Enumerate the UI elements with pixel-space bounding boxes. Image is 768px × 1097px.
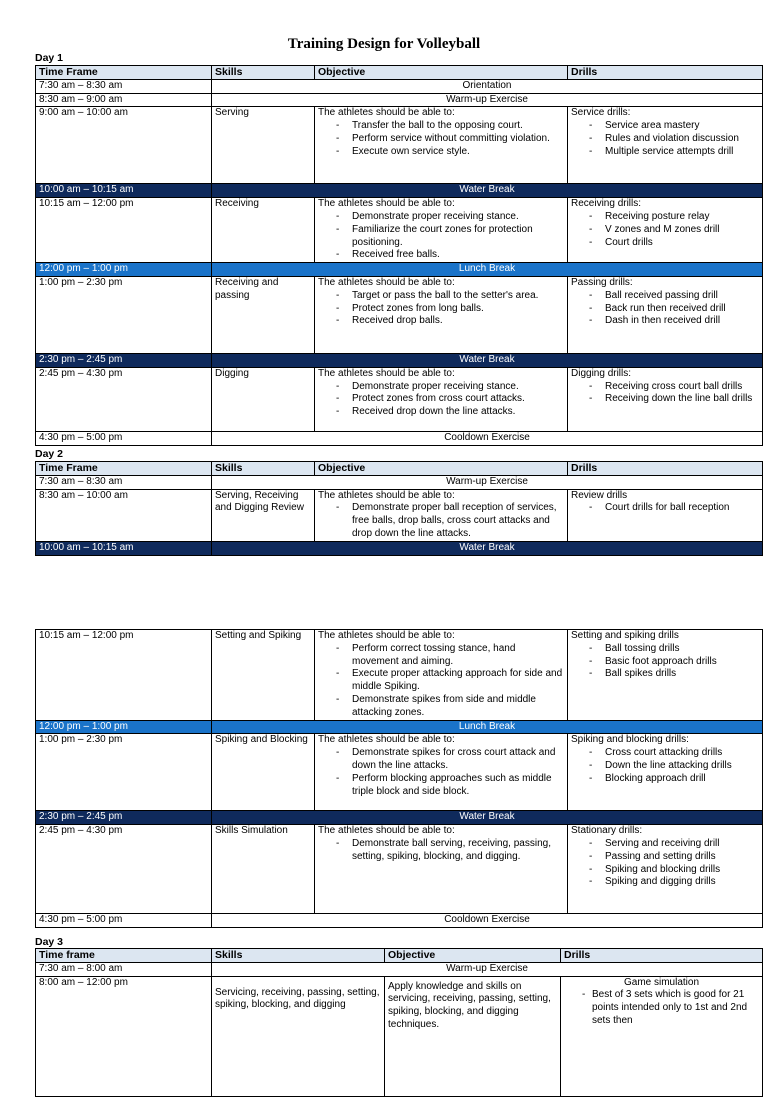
- drill-item: - Down the line attacking drills: [571, 760, 759, 773]
- time-cell: 2:45 pm – 4:30 pm: [36, 825, 212, 914]
- skill-cell: Receiving and passing: [212, 276, 315, 353]
- objective-item: - Demonstrate proper receiving stance.: [318, 381, 564, 394]
- objective-cell: [315, 107, 568, 184]
- table-row: [36, 734, 763, 811]
- objective-item: - Protect zones from cross court attacks.: [318, 393, 564, 406]
- skill-cell: Receiving: [212, 198, 315, 263]
- drills-cell: [568, 825, 763, 914]
- lunch-break-row: [36, 720, 763, 734]
- time-cell: 8:30 am – 10:00 am: [36, 489, 212, 541]
- table-header-row: [36, 949, 763, 963]
- activity-cell: Warm-up Exercise: [212, 962, 763, 976]
- objective-intro: The athletes should be able to:: [318, 198, 455, 210]
- objective-intro: The athletes should be able to:: [318, 276, 455, 288]
- time-cell: 7:30 am – 8:30 am: [36, 79, 212, 93]
- drill-item: - Best of 3 sets which is good for 21 points intended only to 1st and 2nd sets then: [564, 989, 759, 1027]
- drill-item: - Rules and violation discussion: [571, 133, 759, 146]
- objective-item: - Received drop balls.: [318, 315, 564, 328]
- skill-cell: Serving: [212, 107, 315, 184]
- table-row: [36, 976, 763, 1096]
- objective-item: - Execute proper attacking approach for side and middle Spiking.: [318, 668, 564, 694]
- objective-item: - Execute own service style.: [318, 146, 564, 159]
- objective-cell: [315, 825, 568, 914]
- time-cell: 4:30 pm – 5:00 pm: [36, 431, 212, 445]
- skill-cell: Setting and Spiking: [212, 630, 315, 721]
- table-row: [36, 914, 763, 928]
- break-label: Water Break: [212, 184, 763, 198]
- drill-item: - Basic foot approach drills: [571, 656, 759, 669]
- drill-item: - Service area mastery: [571, 120, 759, 133]
- table-row: [36, 630, 763, 721]
- time-cell: 4:30 pm – 5:00 pm: [36, 914, 212, 928]
- activity-cell: Cooldown Exercise: [212, 914, 763, 928]
- activity-cell: Orientation: [212, 79, 763, 93]
- table-row: [36, 825, 763, 914]
- objective-item: - Demonstrate proper ball reception of services, free balls, drop balls, cross court attacks and drop down the line attacks.: [318, 502, 564, 540]
- drills-cell: [568, 198, 763, 263]
- drill-item: - Court drills for ball reception: [571, 502, 759, 515]
- drills-intro: Digging drills:: [571, 367, 632, 379]
- time-cell: 7:30 am – 8:30 am: [36, 475, 212, 489]
- break-label: Water Break: [212, 541, 763, 555]
- drills-cell: [568, 367, 763, 431]
- time-cell: 10:00 am – 10:15 am: [36, 541, 212, 555]
- header-objective: Objective: [385, 949, 561, 963]
- day-2-continued-table: [35, 629, 763, 928]
- objective-cell: [315, 734, 568, 811]
- objective-cell: [315, 630, 568, 721]
- skill-cell: Skills Simulation: [212, 825, 315, 914]
- skill-cell: Serving, Receiving and Digging Review: [212, 489, 315, 541]
- objective-item: - Protect zones from long balls.: [318, 303, 564, 316]
- drill-item: - Blocking approach drill: [571, 773, 759, 786]
- drill-item: - Receiving cross court ball drills: [571, 381, 759, 394]
- drills-intro: Review drills: [571, 489, 628, 501]
- table-row: [36, 431, 763, 445]
- header-time-frame: Time Frame: [36, 66, 212, 80]
- table-row: [36, 276, 763, 353]
- skill-cell: Digging: [212, 367, 315, 431]
- objective-item: - Transfer the ball to the opposing court.: [318, 120, 564, 133]
- header-drills: Drills: [568, 462, 763, 476]
- drills-intro: Stationary drills:: [571, 825, 643, 837]
- time-cell: 10:15 am – 12:00 pm: [36, 198, 212, 263]
- table-row: [36, 962, 763, 976]
- objective-intro: The athletes should be able to:: [318, 367, 455, 379]
- drills-cell: [568, 276, 763, 353]
- break-label: Water Break: [212, 811, 763, 825]
- objective-item: - Perform blocking approaches such as middle triple block and side block.: [318, 773, 564, 799]
- drills-intro: Receiving drills:: [571, 198, 642, 210]
- activity-cell: Cooldown Exercise: [212, 431, 763, 445]
- header-skills: Skills: [212, 66, 315, 80]
- time-cell: 2:30 pm – 2:45 pm: [36, 353, 212, 367]
- drill-item: - Ball spikes drills: [571, 668, 759, 681]
- time-cell: 2:30 pm – 2:45 pm: [36, 811, 212, 825]
- header-objective: Objective: [315, 462, 568, 476]
- lunch-break-row: [36, 263, 763, 277]
- objective-cell: [315, 489, 568, 541]
- day-2-label: Day 2: [35, 448, 64, 460]
- drills-intro: Passing drills:: [571, 276, 633, 288]
- break-label: Lunch Break: [212, 263, 763, 277]
- time-cell: 7:30 am – 8:00 am: [36, 962, 212, 976]
- water-break-row: [36, 353, 763, 367]
- objective-item: - Demonstrate spikes for cross court attack and down the line attacks.: [318, 747, 564, 773]
- drill-item: - Back run then received drill: [571, 303, 759, 316]
- drills-intro: Game simulation: [623, 976, 700, 988]
- table-header-row: [36, 462, 763, 476]
- time-cell: 10:15 am – 12:00 pm: [36, 630, 212, 721]
- time-cell: 9:00 am – 10:00 am: [36, 107, 212, 184]
- objective-item: - Familiarize the court zones for protection positioning.: [318, 224, 564, 250]
- drill-item: - Dash in then received drill: [571, 315, 759, 328]
- drill-item: - Receiving down the line ball drills: [571, 393, 759, 406]
- drills-cell: [568, 107, 763, 184]
- drills-cell: [568, 734, 763, 811]
- drills-intro: Setting and spiking drills: [571, 630, 679, 641]
- table-header-row: [36, 66, 763, 80]
- water-break-row: [36, 184, 763, 198]
- objective-intro: The athletes should be able to:: [318, 489, 455, 501]
- objective-item: - Demonstrate ball serving, receiving, passing, setting, spiking, blocking, and digging.: [318, 838, 564, 864]
- header-objective: Objective: [315, 66, 568, 80]
- skill-cell: Spiking and Blocking: [212, 734, 315, 811]
- day-3-label: Day 3: [35, 936, 64, 948]
- drills-cell: [561, 976, 763, 1096]
- table-row: [36, 79, 763, 93]
- drill-item: - Serving and receiving drill: [571, 838, 759, 851]
- time-cell: 12:00 pm – 1:00 pm: [36, 720, 212, 734]
- table-row: [36, 475, 763, 489]
- objective-cell: [315, 198, 568, 263]
- objective-cell: [315, 367, 568, 431]
- objective-item: - Perform correct tossing stance, hand movement and aiming.: [318, 643, 564, 669]
- drill-item: - Cross court attacking drills: [571, 747, 759, 760]
- day-1-label: Day 1: [35, 52, 64, 64]
- header-skills: Skills: [212, 949, 385, 963]
- drill-item: - Receiving posture relay: [571, 211, 759, 224]
- header-skills: Skills: [212, 462, 315, 476]
- time-cell: 8:30 am – 9:00 am: [36, 93, 212, 107]
- day-3-table: [35, 948, 763, 1097]
- drill-item: - Passing and setting drills: [571, 851, 759, 864]
- time-cell: 2:45 pm – 4:30 pm: [36, 367, 212, 431]
- header-time-frame: Time frame: [36, 949, 212, 963]
- drills-intro: Spiking and blocking drills:: [571, 734, 689, 746]
- time-cell: 10:00 am – 10:15 am: [36, 184, 212, 198]
- time-cell: 1:00 pm – 2:30 pm: [36, 276, 212, 353]
- objective-intro: The athletes should be able to:: [318, 734, 455, 746]
- day-2-table: [35, 461, 763, 556]
- header-time-frame: Time Frame: [36, 462, 212, 476]
- header-drills: Drills: [561, 949, 763, 963]
- objective-intro: The athletes should be able to:: [318, 825, 455, 837]
- break-label: Lunch Break: [212, 720, 763, 734]
- objective-item: - Demonstrate proper receiving stance.: [318, 211, 564, 224]
- objective-item: - Target or pass the ball to the setter's area.: [318, 290, 564, 303]
- objective-item: - Perform service without committing violation.: [318, 133, 564, 146]
- drill-item: - Spiking and blocking drills: [571, 864, 759, 877]
- drill-item: - Spiking and digging drills: [571, 876, 759, 889]
- objective-cell: Apply knowledge and skills on servicing, receiving, passing, setting, spiking, blocking, and digging techniques.: [385, 976, 561, 1096]
- drill-item: - Ball tossing drills: [571, 643, 759, 656]
- day-1-table: [35, 65, 763, 446]
- time-cell: 8:00 am – 12:00 pm: [36, 976, 212, 1096]
- break-label: Water Break: [212, 353, 763, 367]
- drill-item: - Court drills: [571, 237, 759, 250]
- objective-intro: The athletes should be able to:: [318, 107, 455, 119]
- table-row: [36, 107, 763, 184]
- skill-cell: Servicing, receiving, passing, setting, spiking, blocking, and digging: [212, 976, 385, 1096]
- objective-item: - Demonstrate spikes from side and middle attacking zones.: [318, 694, 564, 720]
- table-row: [36, 489, 763, 541]
- time-cell: 12:00 pm – 1:00 pm: [36, 263, 212, 277]
- objective-intro: The athletes should be able to:: [318, 630, 455, 641]
- drill-item: - V zones and M zones drill: [571, 224, 759, 237]
- drills-cell: [568, 489, 763, 541]
- drill-item: - Multiple service attempts drill: [571, 146, 759, 159]
- drill-item: - Ball received passing drill: [571, 290, 759, 303]
- table-row: [36, 367, 763, 431]
- activity-cell: Warm-up Exercise: [212, 93, 763, 107]
- objective-cell: [315, 276, 568, 353]
- drills-intro: Service drills:: [571, 107, 631, 119]
- document-title: Training Design for Volleyball: [287, 36, 481, 52]
- objective-item: - Received drop down the line attacks.: [318, 406, 564, 419]
- table-row: [36, 93, 763, 107]
- water-break-row: [36, 541, 763, 555]
- water-break-row: [36, 811, 763, 825]
- table-row: [36, 198, 763, 263]
- drills-cell: [568, 630, 763, 721]
- activity-cell: Warm-up Exercise: [212, 475, 763, 489]
- header-drills: Drills: [568, 66, 763, 80]
- time-cell: 1:00 pm – 2:30 pm: [36, 734, 212, 811]
- objective-item: - Received free balls.: [318, 249, 564, 262]
